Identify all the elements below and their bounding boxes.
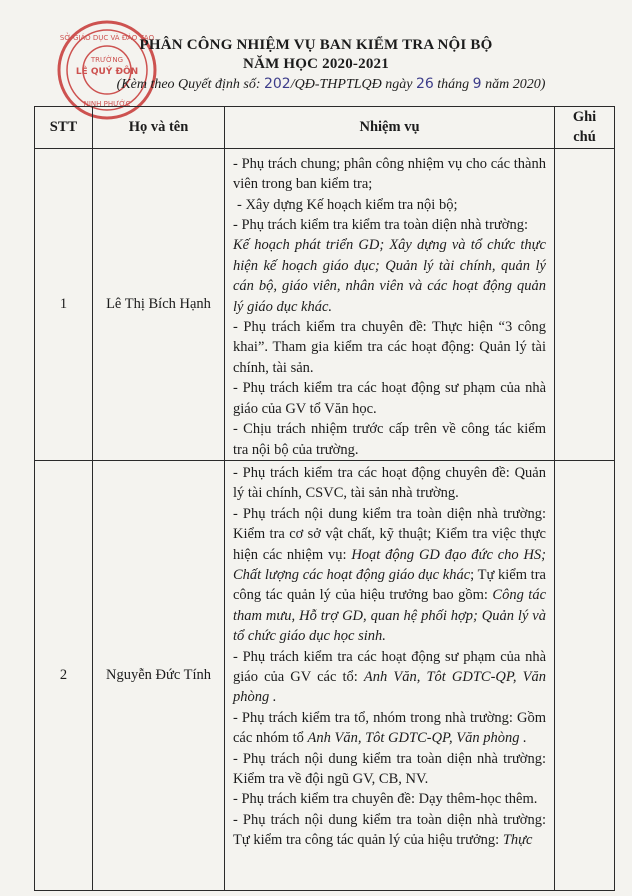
duty-text-italic: Thực bbox=[502, 832, 533, 849]
month-label: tháng bbox=[437, 77, 470, 92]
duty-item: - Xây dựng Kế hoạch kiểm tra nội bộ; bbox=[237, 196, 458, 213]
duty-item: - Chịu trách nhiệm trước cấp trên về công tác kiểm tra nội bộ của trường. bbox=[233, 421, 546, 458]
duty-item bbox=[233, 647, 546, 708]
duty-item bbox=[233, 810, 546, 851]
duty-item: - Phụ trách kiểm tra chuyên đề: Dạy thêm-học thêm. bbox=[233, 791, 538, 808]
row-duties bbox=[225, 460, 555, 890]
decision-number: 202 bbox=[263, 76, 291, 92]
duty-item: - Phụ trách kiểm tra các hoạt động chuyên đề: Quản lý tài chính, CSVC, tài sản nhà trường. bbox=[233, 464, 546, 502]
row-name: Lê Thị Bích Hạnh bbox=[93, 148, 225, 460]
duty-text: - Phụ trách kiểm tra tổ, nhóm trong nhà trường: Gồm các nhóm tổ bbox=[233, 709, 546, 747]
school-year: NĂM HỌC 2020-2021 bbox=[243, 56, 389, 72]
duty-item bbox=[233, 504, 546, 647]
table-row bbox=[35, 148, 615, 460]
duty-text-italic: Công tác tham mưu, Hỗ trợ GD, quan hệ phối hợp; Quản lý và tổ chức giáo dục học sinh. bbox=[233, 587, 547, 645]
duty-text-italic: Hoạt động GD đạo đức cho HS; Chất lượng các hoạt động giáo dục khác bbox=[233, 546, 547, 583]
row-stt: 1 bbox=[35, 148, 93, 460]
decision-day: 26 bbox=[415, 76, 434, 92]
assignment-table bbox=[34, 106, 615, 891]
duty-item bbox=[233, 235, 546, 317]
decision-month: 9 bbox=[472, 76, 482, 92]
duty-item: - Phụ trách kiểm tra các hoạt động sư phạm của nhà giáo của GV tổ Văn học. bbox=[233, 380, 546, 417]
duty-text-italic: Anh Văn, Tôt GDTC-QP, Văn phòng . bbox=[307, 730, 527, 747]
row-note bbox=[555, 460, 615, 890]
decision-reference bbox=[30, 76, 632, 93]
subtitle-middle: /QĐ-THPTLQĐ ngày bbox=[290, 77, 413, 92]
header-name: Họ và tên bbox=[93, 107, 225, 149]
table-header-row bbox=[35, 107, 615, 149]
duty-item: - Phụ trách kiểm tra chuyên đề: Thực hiện “3 công khai”. Tham gia kiểm tra các hoạt động: Quản lý tài chính, tài sản. bbox=[233, 319, 546, 376]
svg-text:SỞ GIÁO DỤC VÀ ĐÀO TẠO: SỞ GIÁO DỤC VÀ ĐÀO TẠO bbox=[59, 34, 155, 42]
duty-text-italic: Anh Văn, Tôt GDTC-QP, Văn phòng . bbox=[233, 668, 546, 706]
duty-item: - Phụ trách chung; phân công nhiệm vụ cho các thành viên trong ban kiểm tra; bbox=[233, 155, 546, 193]
header-note-line1: Ghi bbox=[572, 109, 597, 125]
subtitle-prefix: (Kèm theo Quyết định số: bbox=[116, 77, 261, 92]
duty-text: - Phụ trách nội dung kiểm tra toàn diện nhà trường: Kiểm tra cơ sở vật chất, kỹ thuật; Kiểm tra việc thực hiện các nhiệm vụ: bbox=[233, 505, 546, 563]
header-note-line2: chú bbox=[573, 129, 596, 146]
duty-text: ; Tự kiểm tra công tác quản lý của hiệu trưởng bao gồm: bbox=[233, 566, 546, 604]
row-name: Nguyễn Đức Tính bbox=[93, 460, 225, 890]
row-stt: 2 bbox=[35, 460, 93, 890]
row-duties bbox=[225, 148, 555, 460]
header-duty: Nhiệm vụ bbox=[225, 107, 555, 149]
year-label: năm 2020) bbox=[485, 77, 546, 92]
header-stt: STT bbox=[35, 107, 93, 149]
svg-text:TRƯỜNG: TRƯỜNG bbox=[90, 56, 124, 64]
header-note bbox=[555, 107, 615, 149]
duty-text: - Phụ trách kiểm tra các hoạt động sư phạm của nhà giáo của GV các tổ: bbox=[233, 648, 546, 685]
duty-item: - Phụ trách nội dung kiểm tra toàn diện nhà trường: Kiểm tra về đội ngũ GV, CB, NV. bbox=[233, 750, 546, 787]
duty-item-italic: Kế hoạch phát triển GD; Xây dựng và tổ chức thực hiện kế hoạch giáo dục; Quản lý tài chính, quản lý cán bộ, giáo viên, nhân viên và các hoạt động quản lý giáo dục khác. bbox=[233, 237, 546, 315]
svg-text:LÊ QUÝ ĐÔN: LÊ QUÝ ĐÔN bbox=[75, 67, 139, 77]
row-note bbox=[555, 148, 615, 460]
duty-item bbox=[233, 708, 546, 749]
document-title: PHÂN CÔNG NHIỆM VỤ BAN KIỂM TRA NỘI BỘ bbox=[139, 37, 493, 53]
table-row bbox=[35, 460, 615, 890]
duty-item: - Phụ trách kiểm tra kiểm tra toàn diện nhà trường: bbox=[233, 217, 528, 234]
svg-text:NINH PHƯỚC: NINH PHƯỚC bbox=[83, 100, 131, 108]
duty-text: - Phụ trách nội dung kiểm tra toàn diện nhà trường: Tự kiểm tra công tác quản lý của hiệu trưởng: bbox=[233, 811, 546, 849]
